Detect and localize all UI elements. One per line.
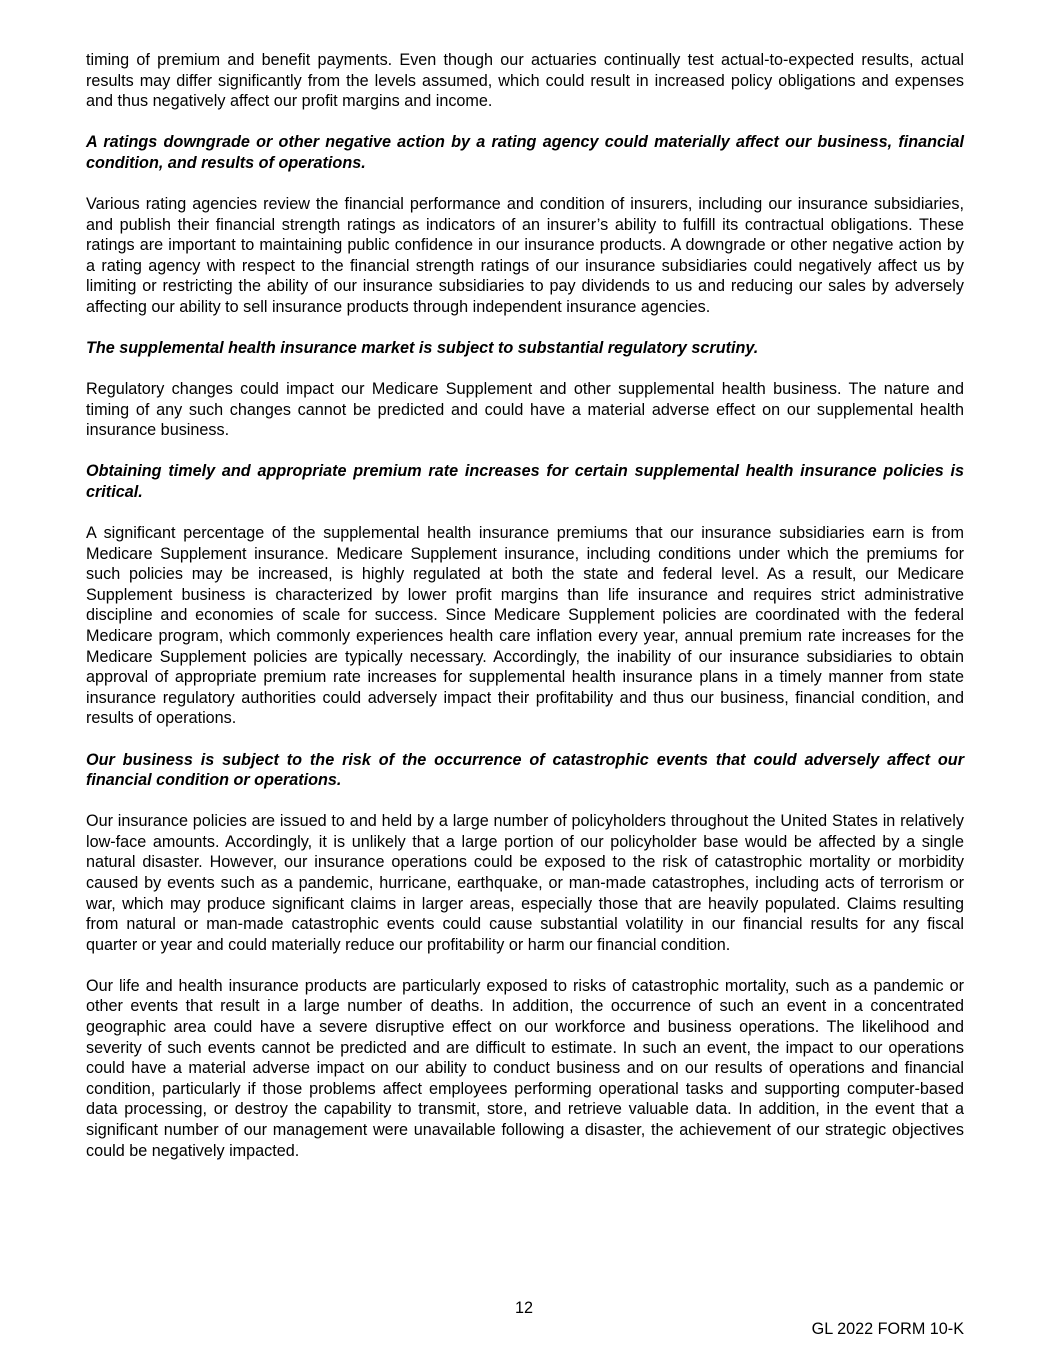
- paragraph-continuation: timing of premium and benefit payments. Even though our actuaries continually test actual-to-expected results, actual results may differ significantly from the levels assumed, which could result in increased policy obligations and expenses and thus negatively affect our profit margins and income.: [86, 51, 964, 111]
- section-heading-catastrophic-events: Our business is subject to the risk of the occurrence of catastrophic events that could adversely affect our financial condition or operations.: [86, 750, 964, 790]
- footer-form-label: GL 2022 FORM 10-K: [811, 1320, 964, 1338]
- section-heading-regulatory-scrutiny: The supplemental health insurance market is subject to substantial regulatory scrutiny.: [86, 339, 759, 358]
- section-heading-premium-rate-increases: Obtaining timely and appropriate premium rate increases for certain supplemental health insurance policies is critical.: [86, 462, 964, 501]
- paragraph-ratings-agencies: Various rating agencies review the financial performance and condition of insurers, including our insurance subsidiaries, and publish their financial strength ratings as indicators of an insurer’s ability to fulfill its contractual obligations. These ratings are important to maintaining public confidence in our insurance products. A downgrade or other negative action by a rating agency with respect to the financial strength ratings of our insurance subsidiaries could negatively affect us by limiting or restricting the ability of our insurance subsidiaries to pay dividends to us and reducing our sales by adversely affecting our ability to sell insurance products through independent insurance agencies.: [86, 194, 964, 316]
- document-body: [86, 50, 964, 1182]
- paragraph-insurance-policies: Our insurance policies are issued to and held by a large number of policyholders throughout the United States in relatively low-face amounts. Accordingly, it is unlikely that a large portion of our policyholder base would be affected by a single natural disaster. However, our insurance operations could be exposed to the risk of catastrophic mortality or morbidity caused by events such as a pandemic, hurricane, earthquake, or man-made catastrophes, including acts of terrorism or war, which may produce significant claims in larger areas, especially those that are heavily populated. Claims resulting from natural or man-made catastrophic events could cause substantial volatility in our financial results for any fiscal quarter or year and could materially reduce our profitability or harm our financial condition.: [86, 812, 964, 954]
- page-number: 12: [514, 1299, 533, 1317]
- paragraph-medicare-supplement: A significant percentage of the supplemental health insurance premiums that our insurance subsidiaries earn is from Medicare Supplement insurance. Medicare Supplement insurance, including conditions under which the premiums for such policies may be increased, is highly regulated at both the state and federal level. As a result, our Medicare Supplement business is characterized by lower profit margins than life insurance and requires strict administrative discipline and economies of scale for success. Since Medicare Supplement policies are coordinated with the federal Medicare program, which commonly experiences health care inflation every year, annual premium rate increases for the Medicare Supplement policies are typically necessary. Accordingly, the inability of our insurance subsidiaries to obtain approval of appropriate premium rate increases for supplemental health insurance plans in a timely manner from state insurance regulatory authorities could adversely impact their profitability and thus our business, financial condition, and results of operations.: [86, 524, 964, 728]
- section-heading-ratings-downgrade: A ratings downgrade or other negative action by a rating agency could materially affect our business, financial condition, and results of operations.: [86, 133, 964, 172]
- paragraph-regulatory-changes: Regulatory changes could impact our Medicare Supplement and other supplemental health business. The nature and timing of any such changes cannot be predicted and could have a material adverse effect on our supplemental health insurance business.: [86, 380, 964, 440]
- paragraph-catastrophic-mortality: Our life and health insurance products are particularly exposed to risks of catastrophic mortality, such as a pandemic or other events that result in a large number of deaths. In addition, the occurrence of such an event in a concentrated geographic area could have a severe disruptive effect on our workforce and business operations. The likelihood and severity of such events cannot be predicted and are difficult to estimate. In such an event, the impact to our operations could have a material adverse impact on our ability to conduct business and on our results of operations and financial condition, particularly if those problems affect employees performing operational tasks and supporting computer-based data processing, or destroy the capability to transmit, store, and retrieve valuable data. In addition, in the event that a significant number of our management were unavailable following a disaster, the achievement of our strategic objectives could be negatively impacted.: [86, 976, 964, 1160]
